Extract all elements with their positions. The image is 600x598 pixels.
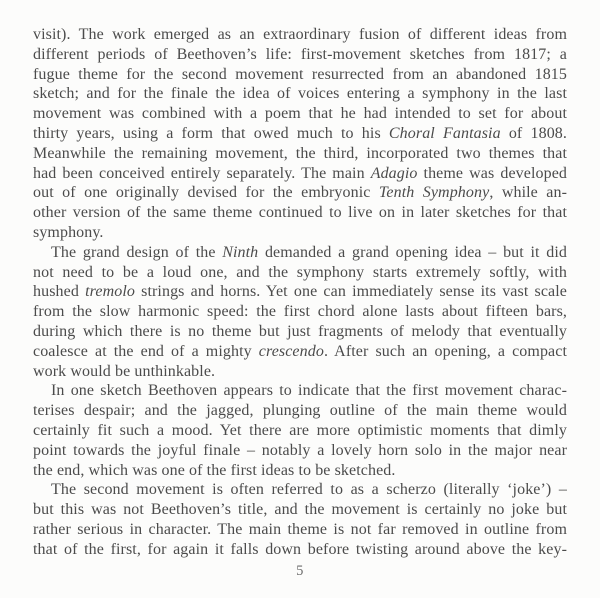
italic-text-run: Adagio [370,164,418,182]
text-run: fugue theme for the second movement resurrected from an abandoned 1815 [33,65,567,83]
text-block [33,25,567,560]
italic-text-run: Choral Fantasia [388,124,501,142]
text-run: from the slow harmonic speed: the first chord alone lasts about fifteen bars, [33,303,567,321]
text-line [33,223,567,243]
text-run: during which there is no theme but just fragments of melody that eventually [33,322,567,340]
text-line [33,25,567,45]
text-run: symphony. [33,223,104,241]
text-run: hushed [33,283,86,301]
text-run: . After such an opening, a compact [323,342,567,360]
text-line [33,480,567,500]
text-line [33,164,567,184]
text-run: that of the first, for again it falls down before twisting around above the key- [33,540,567,558]
text-run: sketch; and for the finale the idea of voices entering a symphony in the last [33,85,567,103]
text-run: theme was developed [417,164,567,182]
text-line [33,421,567,441]
text-run: different periods of Beethoven’s life: first-movement sketches from 1817; a [33,45,567,63]
text-line [33,441,567,461]
text-line [33,322,567,342]
text-run: , while an- [489,184,567,202]
text-line [33,362,567,382]
text-run: but this was not Beethoven’s title, and the movement is certainly no joke but [33,501,567,519]
text-run: In one sketch Beethoven appears to indicate that the first movement charac- [51,382,567,400]
text-line [33,342,567,362]
text-run: demanded a grand opening idea – but it did [258,243,567,261]
text-line [33,243,567,263]
text-line [33,263,567,283]
text-run: out of one originally devised for the embryonic [33,184,379,202]
text-line [33,302,567,322]
text-line [33,500,567,520]
text-run: thirty years, using a form that owed much to his [33,124,389,142]
italic-text-run: crescendo [258,342,324,360]
text-line [33,282,567,302]
text-line [33,401,567,421]
text-line [33,144,567,164]
page-number: 5 [296,563,304,579]
text-line [33,104,567,124]
text-run: movement was combined with a poem that he had intended to set for about [33,105,567,123]
text-run: The grand design of the [51,243,223,261]
text-line [33,540,567,560]
text-run: coalesce at the end of a mighty [33,342,259,360]
text-run: rather serious in character. The main theme is not far removed in outline from [33,520,567,538]
text-run: The second movement is often referred to as a scherzo (literally ‘joke’) – [51,481,567,499]
text-run: Meanwhile the remaining movement, the third, incorporated two themes that [33,144,567,162]
text-run: of 1808. [500,124,567,142]
text-line [33,84,567,104]
text-run: not need to be a loud one, and the symphony starts extremely softly, with [33,263,567,281]
text-line [33,183,567,203]
italic-text-run: Tenth Symphony [378,184,490,202]
text-line [33,381,567,401]
text-run: visit). The work emerged as an extraordinary fusion of different ideas from [33,26,567,43]
text-run: strings and horns. Yet one can immediately sense its vast scale [134,283,567,301]
text-line [33,45,567,65]
text-run: point towards the joyful finale – notably a lovely horn solo in the major near [33,441,567,459]
italic-text-run: Ninth [222,243,259,261]
text-line [33,203,567,223]
text-line [33,124,567,144]
text-run: other version of the same theme continued to live on in later sketches for that [33,204,567,222]
italic-text-run: tremolo [85,283,135,301]
text-line [33,461,567,481]
text-line [33,520,567,540]
text-run: work would be unthinkable. [33,362,216,380]
text-line [33,65,567,85]
text-run: certainly fit such a mood. Yet there are more optimistic moments that dimly [33,421,567,439]
text-run: terises despair; and the jagged, plunging outline of the main theme would [33,402,567,420]
text-run: the end, which was one of the first ideas to be sketched. [33,461,396,479]
text-run: had been conceived entirely separately. The main [33,164,371,182]
